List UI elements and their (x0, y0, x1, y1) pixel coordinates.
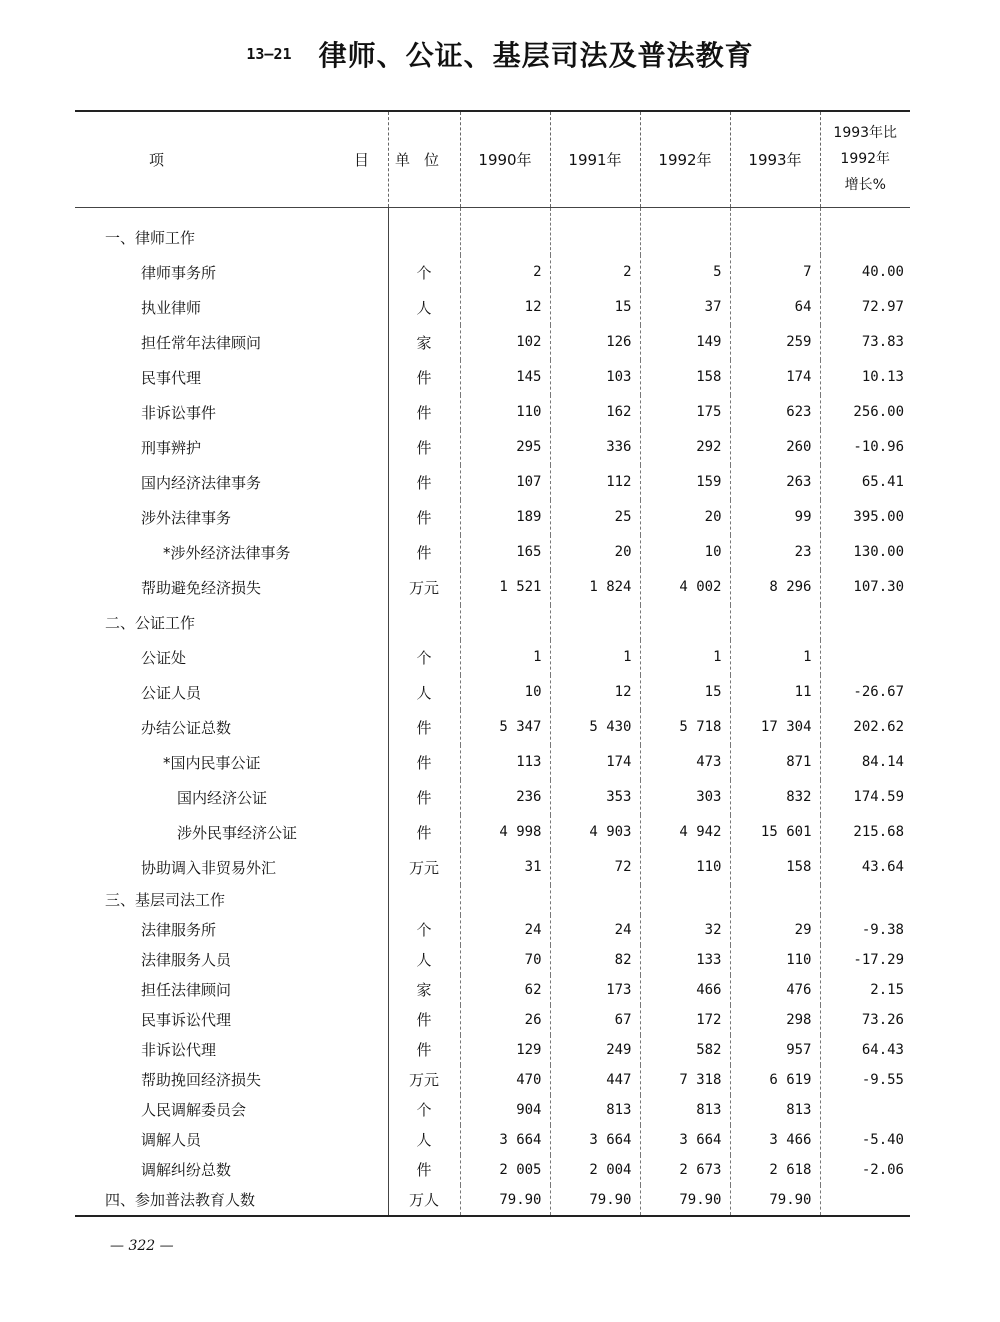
table-row (75, 815, 910, 850)
table-row (75, 640, 910, 675)
row-value-1993 (730, 207, 820, 255)
row-value-1992 (640, 207, 730, 255)
row-value-1991: 1 824 (550, 570, 640, 605)
row-item: 民事诉讼代理 (141, 1011, 232, 1029)
row-value-1990: 3 664 (460, 1125, 550, 1155)
row-item: 法律服务所 (141, 921, 217, 939)
row-unit: 个 (388, 1095, 460, 1125)
row-value-1992: 5 (640, 255, 730, 290)
row-item: 国内经济法律事务 (141, 473, 262, 492)
row-value-1993: 6 619 (730, 1065, 820, 1095)
row-value-1993: 263 (730, 465, 820, 500)
row-value-1992: 303 (640, 780, 730, 815)
row-value-1991: 162 (550, 395, 640, 430)
row-value-1991: 12 (550, 675, 640, 710)
row-value-1993: 2 618 (730, 1155, 820, 1185)
table-row (75, 710, 910, 745)
row-unit: 个 (388, 640, 460, 675)
row-unit: 家 (388, 325, 460, 360)
row-item: 调解纠纷总数 (141, 1161, 232, 1179)
row-unit: 人 (388, 1125, 460, 1155)
row-unit: 件 (388, 1035, 460, 1065)
row-value-1990 (460, 207, 550, 255)
row-growth: -2.06 (820, 1155, 910, 1185)
page-title (0, 34, 1000, 74)
row-value-1993: 871 (730, 745, 820, 780)
table-row (75, 605, 910, 640)
row-unit: 个 (388, 915, 460, 945)
row-value-1991: 173 (550, 975, 640, 1005)
statistics-table-container (75, 110, 910, 1217)
row-value-1991: 2 (550, 255, 640, 290)
row-value-1992: 149 (640, 325, 730, 360)
row-value-1990: 5 347 (460, 710, 550, 745)
row-value-1993: 476 (730, 975, 820, 1005)
table-row (75, 1065, 910, 1095)
table-header (75, 111, 910, 207)
table-title: 律师、公证、基层司法及普法教育 (318, 39, 754, 72)
row-growth (820, 207, 910, 255)
row-value-1993: 99 (730, 500, 820, 535)
row-growth (820, 1185, 910, 1216)
row-unit: 个 (388, 255, 460, 290)
row-item: 法律服务人员 (141, 951, 232, 969)
row-item: 非诉讼代理 (141, 1041, 217, 1059)
row-item: 调解人员 (141, 1131, 202, 1149)
table-row (75, 1185, 910, 1216)
row-item: 二、公证工作 (105, 613, 196, 632)
row-value-1991: 24 (550, 915, 640, 945)
row-item: 三、基层司法工作 (105, 891, 226, 909)
row-value-1991: 249 (550, 1035, 640, 1065)
row-growth: 65.41 (820, 465, 910, 500)
row-item: 刑事辨护 (141, 438, 202, 457)
row-item: 公证处 (141, 648, 187, 667)
row-growth: -9.55 (820, 1065, 910, 1095)
row-growth: -9.38 (820, 915, 910, 945)
row-value-1993: 623 (730, 395, 820, 430)
row-value-1993 (730, 885, 820, 915)
row-growth: 395.00 (820, 500, 910, 535)
row-item: *国内民事公证 (163, 753, 261, 772)
row-value-1992: 10 (640, 535, 730, 570)
row-growth: 107.30 (820, 570, 910, 605)
table-row (75, 1005, 910, 1035)
row-value-1991: 82 (550, 945, 640, 975)
row-value-1993: 15 601 (730, 815, 820, 850)
row-value-1991: 813 (550, 1095, 640, 1125)
row-value-1992: 133 (640, 945, 730, 975)
table-bottom-rule (75, 1216, 910, 1217)
row-unit: 人 (388, 945, 460, 975)
table-row (75, 570, 910, 605)
row-value-1990: 236 (460, 780, 550, 815)
row-unit: 人 (388, 675, 460, 710)
table-row (75, 430, 910, 465)
row-value-1992: 172 (640, 1005, 730, 1035)
row-value-1993: 813 (730, 1095, 820, 1125)
row-unit: 万元 (388, 570, 460, 605)
row-growth: -26.67 (820, 675, 910, 710)
row-item: 办结公证总数 (141, 718, 232, 737)
row-value-1992: 7 318 (640, 1065, 730, 1095)
header-growth-line3: 增长% (844, 177, 886, 194)
row-value-1992: 20 (640, 500, 730, 535)
table-row (75, 360, 910, 395)
row-value-1991 (550, 885, 640, 915)
row-growth: 72.97 (820, 290, 910, 325)
row-value-1992: 1 (640, 640, 730, 675)
row-unit: 件 (388, 710, 460, 745)
row-value-1993: 64 (730, 290, 820, 325)
row-value-1992: 32 (640, 915, 730, 945)
table-row (75, 915, 910, 945)
row-value-1990: 107 (460, 465, 550, 500)
row-growth: 84.14 (820, 745, 910, 780)
row-item: 人民调解委员会 (141, 1101, 247, 1119)
table-row (75, 325, 910, 360)
row-value-1992: 79.90 (640, 1185, 730, 1216)
table-row (75, 395, 910, 430)
row-value-1991 (550, 605, 640, 640)
row-unit: 万元 (388, 850, 460, 885)
row-growth (820, 1095, 910, 1125)
row-value-1992: 813 (640, 1095, 730, 1125)
row-value-1990 (460, 605, 550, 640)
table-row (75, 500, 910, 535)
row-value-1991: 126 (550, 325, 640, 360)
row-value-1993: 17 304 (730, 710, 820, 745)
header-growth-line1: 1993年比 (833, 125, 898, 142)
row-item: *涉外经济法律事务 (163, 543, 291, 562)
row-value-1992: 4 002 (640, 570, 730, 605)
row-value-1992: 37 (640, 290, 730, 325)
row-unit (388, 207, 460, 255)
row-unit: 件 (388, 395, 460, 430)
row-unit: 万元 (388, 1065, 460, 1095)
row-growth: 2.15 (820, 975, 910, 1005)
row-value-1990: 470 (460, 1065, 550, 1095)
row-growth: 202.62 (820, 710, 910, 745)
row-value-1993 (730, 605, 820, 640)
table-body (75, 207, 910, 1216)
row-value-1990: 165 (460, 535, 550, 570)
row-item: 民事代理 (141, 368, 202, 387)
row-item: 担任法律顾问 (141, 981, 232, 999)
row-value-1991: 4 903 (550, 815, 640, 850)
header-year-1990: 1990年 (460, 111, 550, 207)
row-value-1990 (460, 885, 550, 915)
table-number: 13—21 (246, 45, 292, 63)
row-value-1993: 23 (730, 535, 820, 570)
row-growth: -10.96 (820, 430, 910, 465)
header-unit: 单位 (388, 111, 460, 207)
row-value-1991: 1 (550, 640, 640, 675)
row-value-1991 (550, 207, 640, 255)
row-item: 帮助挽回经济损失 (141, 1071, 262, 1089)
row-growth (820, 640, 910, 675)
row-value-1993: 158 (730, 850, 820, 885)
row-value-1990: 145 (460, 360, 550, 395)
row-value-1993: 957 (730, 1035, 820, 1065)
row-value-1990: 1 521 (460, 570, 550, 605)
header-growth-line2: 1992年 (840, 151, 891, 168)
row-unit: 件 (388, 1005, 460, 1035)
row-value-1990: 102 (460, 325, 550, 360)
row-value-1990: 2 005 (460, 1155, 550, 1185)
row-item: 执业律师 (141, 298, 202, 317)
row-value-1990: 26 (460, 1005, 550, 1035)
table-row (75, 465, 910, 500)
row-growth: 43.64 (820, 850, 910, 885)
header-growth (820, 111, 910, 207)
row-value-1993: 832 (730, 780, 820, 815)
header-item (75, 111, 388, 207)
row-value-1992: 15 (640, 675, 730, 710)
row-value-1993: 260 (730, 430, 820, 465)
row-value-1990: 129 (460, 1035, 550, 1065)
row-value-1990: 113 (460, 745, 550, 780)
row-item: 涉外民事经济公证 (177, 823, 298, 842)
row-unit (388, 605, 460, 640)
row-growth: 130.00 (820, 535, 910, 570)
table-row (75, 945, 910, 975)
row-unit: 件 (388, 535, 460, 570)
header-year-1993: 1993年 (730, 111, 820, 207)
row-growth: 10.13 (820, 360, 910, 395)
row-growth: -5.40 (820, 1125, 910, 1155)
row-value-1990: 24 (460, 915, 550, 945)
row-item: 协助调入非贸易外汇 (141, 858, 277, 877)
row-value-1991: 25 (550, 500, 640, 535)
row-item: 四、参加普法教育人数 (105, 1191, 256, 1209)
row-value-1992: 582 (640, 1035, 730, 1065)
header-item-right: 目 (353, 150, 369, 169)
row-unit: 件 (388, 1155, 460, 1185)
table-row (75, 850, 910, 885)
row-value-1991: 2 004 (550, 1155, 640, 1185)
row-value-1992: 5 718 (640, 710, 730, 745)
row-growth: 64.43 (820, 1035, 910, 1065)
row-value-1991: 447 (550, 1065, 640, 1095)
table-row (75, 745, 910, 780)
table-row (75, 535, 910, 570)
row-value-1992: 2 673 (640, 1155, 730, 1185)
row-value-1990: 10 (460, 675, 550, 710)
row-value-1993: 7 (730, 255, 820, 290)
table-row (75, 290, 910, 325)
table-row (75, 780, 910, 815)
row-growth: -17.29 (820, 945, 910, 975)
row-growth: 174.59 (820, 780, 910, 815)
row-value-1992: 110 (640, 850, 730, 885)
table-row (75, 207, 910, 255)
row-unit: 家 (388, 975, 460, 1005)
row-value-1992: 4 942 (640, 815, 730, 850)
row-value-1991: 15 (550, 290, 640, 325)
row-value-1991: 72 (550, 850, 640, 885)
table-row (75, 975, 910, 1005)
row-value-1993: 298 (730, 1005, 820, 1035)
row-value-1992: 473 (640, 745, 730, 780)
statistics-table (75, 110, 910, 1217)
table-row (75, 1155, 910, 1185)
row-value-1993: 3 466 (730, 1125, 820, 1155)
row-value-1992: 175 (640, 395, 730, 430)
row-value-1991: 20 (550, 535, 640, 570)
table-row (75, 885, 910, 915)
row-value-1993: 110 (730, 945, 820, 975)
row-value-1991: 336 (550, 430, 640, 465)
table-row (75, 1125, 910, 1155)
row-unit: 件 (388, 815, 460, 850)
row-growth: 215.68 (820, 815, 910, 850)
row-value-1993: 8 296 (730, 570, 820, 605)
row-growth: 40.00 (820, 255, 910, 290)
row-item: 帮助避免经济损失 (141, 578, 262, 597)
row-value-1992 (640, 605, 730, 640)
row-unit: 件 (388, 430, 460, 465)
header-year-1991: 1991年 (550, 111, 640, 207)
row-growth (820, 885, 910, 915)
row-unit: 万人 (388, 1185, 460, 1216)
row-value-1990: 295 (460, 430, 550, 465)
row-item: 担任常年法律顾问 (141, 333, 262, 352)
row-value-1991: 174 (550, 745, 640, 780)
row-unit: 人 (388, 290, 460, 325)
row-growth: 256.00 (820, 395, 910, 430)
row-value-1990: 70 (460, 945, 550, 975)
row-value-1992: 292 (640, 430, 730, 465)
row-value-1990: 31 (460, 850, 550, 885)
row-unit (388, 885, 460, 915)
row-value-1990: 79.90 (460, 1185, 550, 1216)
row-value-1990: 2 (460, 255, 550, 290)
row-value-1993: 11 (730, 675, 820, 710)
row-value-1993: 259 (730, 325, 820, 360)
row-value-1991: 3 664 (550, 1125, 640, 1155)
row-value-1990: 1 (460, 640, 550, 675)
row-value-1993: 174 (730, 360, 820, 395)
row-item: 一、律师工作 (105, 228, 196, 247)
row-value-1991: 353 (550, 780, 640, 815)
row-value-1990: 62 (460, 975, 550, 1005)
row-value-1992: 158 (640, 360, 730, 395)
row-value-1991: 5 430 (550, 710, 640, 745)
row-value-1990: 12 (460, 290, 550, 325)
row-growth: 73.26 (820, 1005, 910, 1035)
row-value-1993: 79.90 (730, 1185, 820, 1216)
row-value-1990: 189 (460, 500, 550, 535)
table-row (75, 255, 910, 290)
row-value-1990: 4 998 (460, 815, 550, 850)
table-row (75, 1035, 910, 1065)
row-item: 公证人员 (141, 683, 202, 702)
table-row (75, 1095, 910, 1125)
row-value-1990: 110 (460, 395, 550, 430)
row-value-1992: 159 (640, 465, 730, 500)
row-growth (820, 605, 910, 640)
row-item: 国内经济公证 (177, 788, 268, 807)
row-unit: 件 (388, 500, 460, 535)
row-value-1991: 67 (550, 1005, 640, 1035)
header-item-left: 项 (149, 150, 165, 169)
row-unit: 件 (388, 780, 460, 815)
row-value-1992: 466 (640, 975, 730, 1005)
row-unit: 件 (388, 745, 460, 780)
page-number: — 322 — (110, 1238, 174, 1254)
row-value-1991: 79.90 (550, 1185, 640, 1216)
row-value-1992: 3 664 (640, 1125, 730, 1155)
row-item: 律师事务所 (141, 263, 217, 282)
row-value-1991: 112 (550, 465, 640, 500)
row-value-1992 (640, 885, 730, 915)
row-growth: 73.83 (820, 325, 910, 360)
row-value-1991: 103 (550, 360, 640, 395)
row-item: 涉外法律事务 (141, 508, 232, 527)
header-year-1992: 1992年 (640, 111, 730, 207)
row-unit: 件 (388, 360, 460, 395)
table-row (75, 675, 910, 710)
row-unit: 件 (388, 465, 460, 500)
row-value-1993: 29 (730, 915, 820, 945)
row-value-1993: 1 (730, 640, 820, 675)
row-value-1990: 904 (460, 1095, 550, 1125)
row-item: 非诉讼事件 (141, 403, 217, 422)
